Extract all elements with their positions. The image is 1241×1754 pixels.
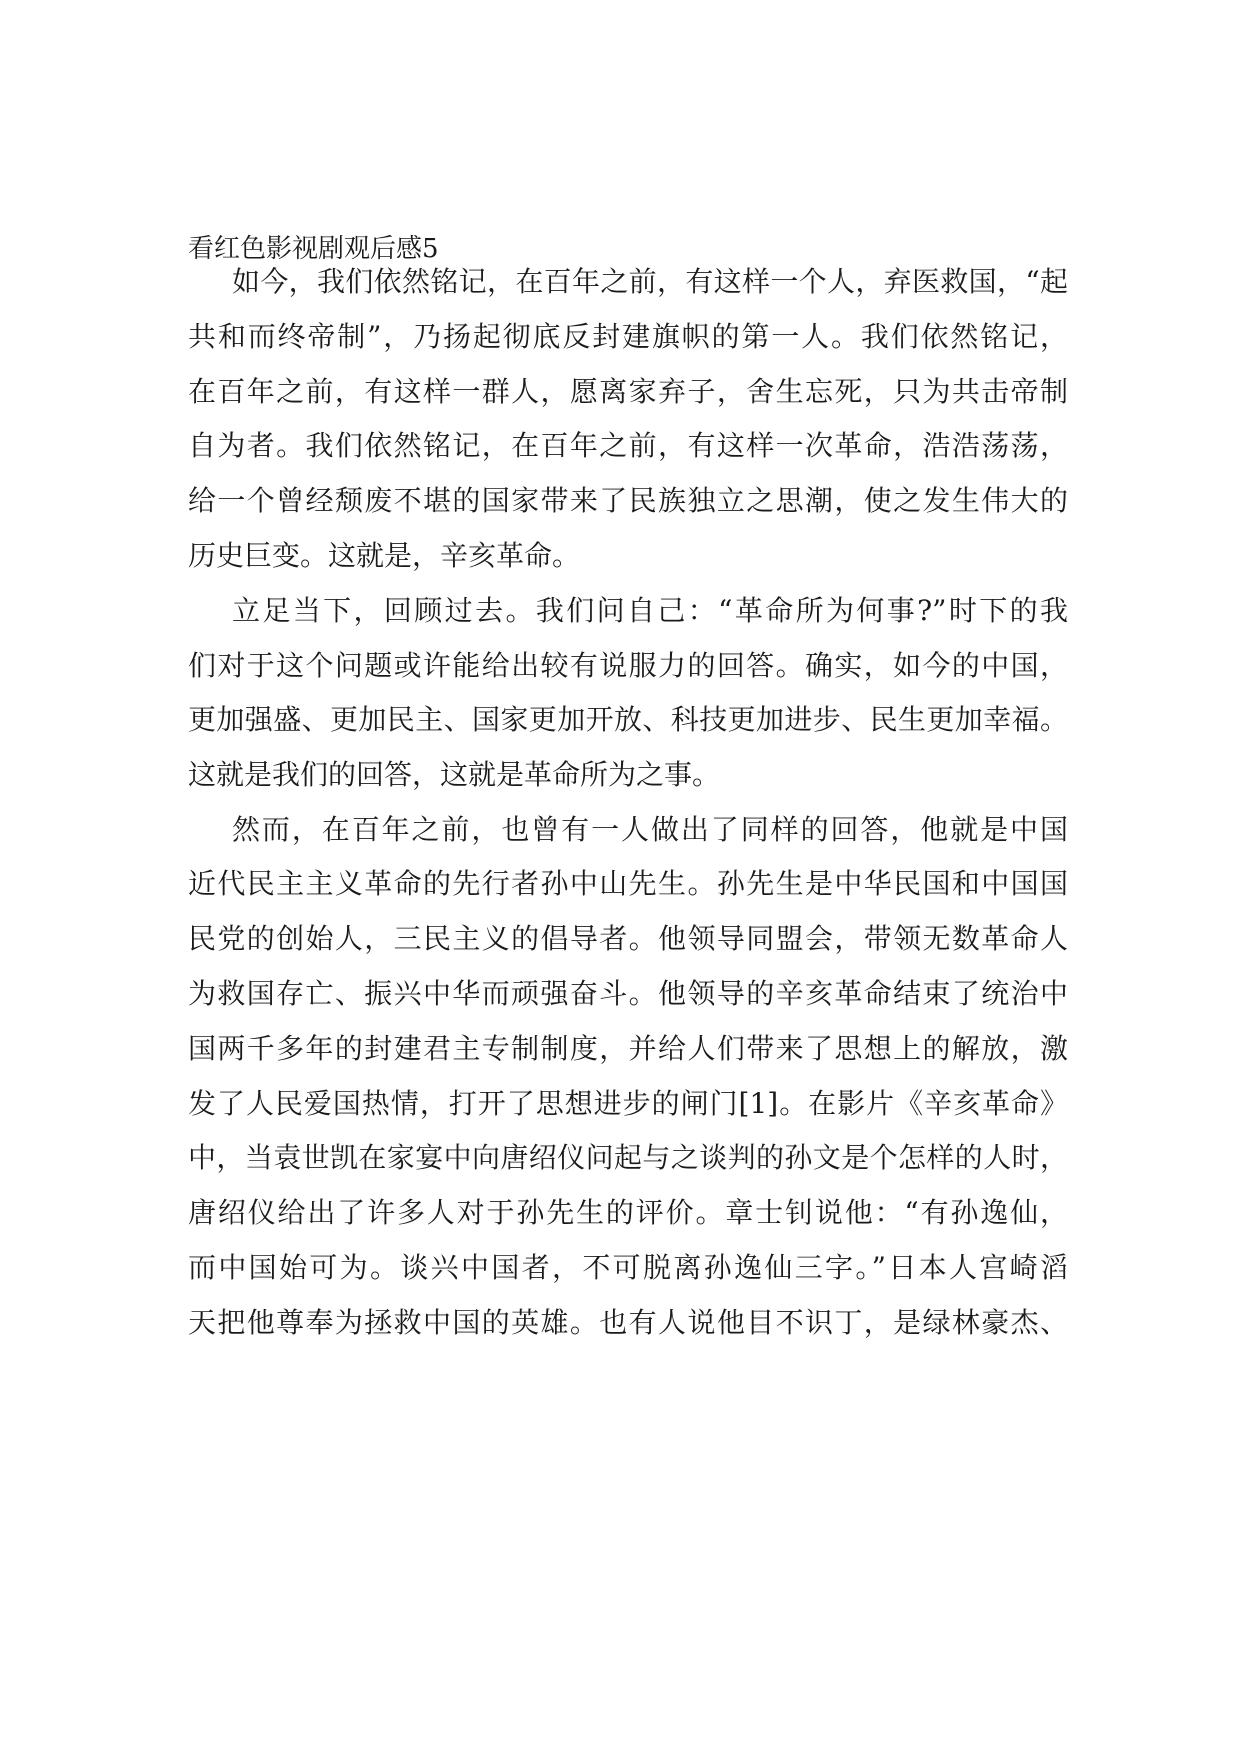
paragraph-3-line-8: 唐绍仪给出了许多人对于孙先生的评价。章士钊说他：“有孙逸仙， bbox=[188, 1196, 1068, 1229]
paragraph-1-line-6: 历史巨变。这就是，辛亥革命。 bbox=[188, 539, 581, 572]
paragraph-2-line-4: 这就是我们的回答，这就是革命所为之事。 bbox=[188, 758, 721, 791]
paragraph-3-line-1: 然而，在百年之前，也曾有一人做出了同样的回答，他就是中国 bbox=[232, 813, 1068, 846]
paragraph-1-line-5: 给一个曾经颓废不堪的国家带来了民族独立之思潮，使之发生伟大的 bbox=[188, 484, 1068, 517]
paragraph-1-line-4: 自为者。我们依然铭记，在百年之前，有这样一次革命，浩浩荡荡， bbox=[188, 429, 1068, 462]
paragraph-2-line-1: 立足当下，回顾过去。我们问自己：“革命所为何事?”时下的我 bbox=[232, 594, 1068, 627]
paragraph-3-line-3: 民党的创始人，三民主义的倡导者。他领导同盟会，带领无数革命人 bbox=[188, 922, 1068, 955]
paragraph-3-line-7: 中，当袁世凯在家宴中向唐绍仪问起与之谈判的孙文是个怎样的人时， bbox=[188, 1141, 1068, 1174]
paragraph-3-line-10: 天把他尊奉为拯救中国的英雄。也有人说他目不识丁，是绿林豪杰、 bbox=[188, 1306, 1068, 1339]
paragraph-3-line-4: 为救国存亡、振兴中华而顽强奋斗。他领导的辛亥革命结束了统治中 bbox=[188, 977, 1068, 1010]
paragraph-1-line-3: 在百年之前，有这样一群人，愿离家弃子，舍生忘死，只为共击帝制 bbox=[188, 375, 1068, 408]
paragraph-1-line-2: 共和而终帝制”，乃扬起彻底反封建旗帜的第一人。我们依然铭记， bbox=[188, 320, 1068, 353]
paragraph-1-line-1: 如今，我们依然铭记，在百年之前，有这样一个人，弃医救国，“起 bbox=[232, 265, 1068, 298]
paragraph-2-line-3: 更加强盛、更加民主、国家更加开放、科技更加进步、民生更加幸福。 bbox=[188, 703, 1068, 736]
paragraph-3-line-6: 发了人民爱国热情，打开了思想进步的闸门[1]。在影片《辛亥革命》 bbox=[188, 1087, 1068, 1120]
paragraph-3-line-5: 国两千多年的封建君主专制制度，并给人们带来了思想上的解放，激 bbox=[188, 1032, 1068, 1065]
paragraph-3-line-2: 近代民主主义革命的先行者孙中山先生。孙先生是中华民国和中国国 bbox=[188, 867, 1068, 900]
document-title: 看红色影视剧观后感5 bbox=[188, 234, 439, 264]
paragraph-3-line-9: 而中国始可为。谈兴中国者，不可脱离孙逸仙三字。”日本人宫崎滔 bbox=[188, 1251, 1068, 1284]
paragraph-2-line-2: 们对于这个问题或许能给出较有说服力的回答。确实，如今的中国， bbox=[188, 649, 1068, 682]
